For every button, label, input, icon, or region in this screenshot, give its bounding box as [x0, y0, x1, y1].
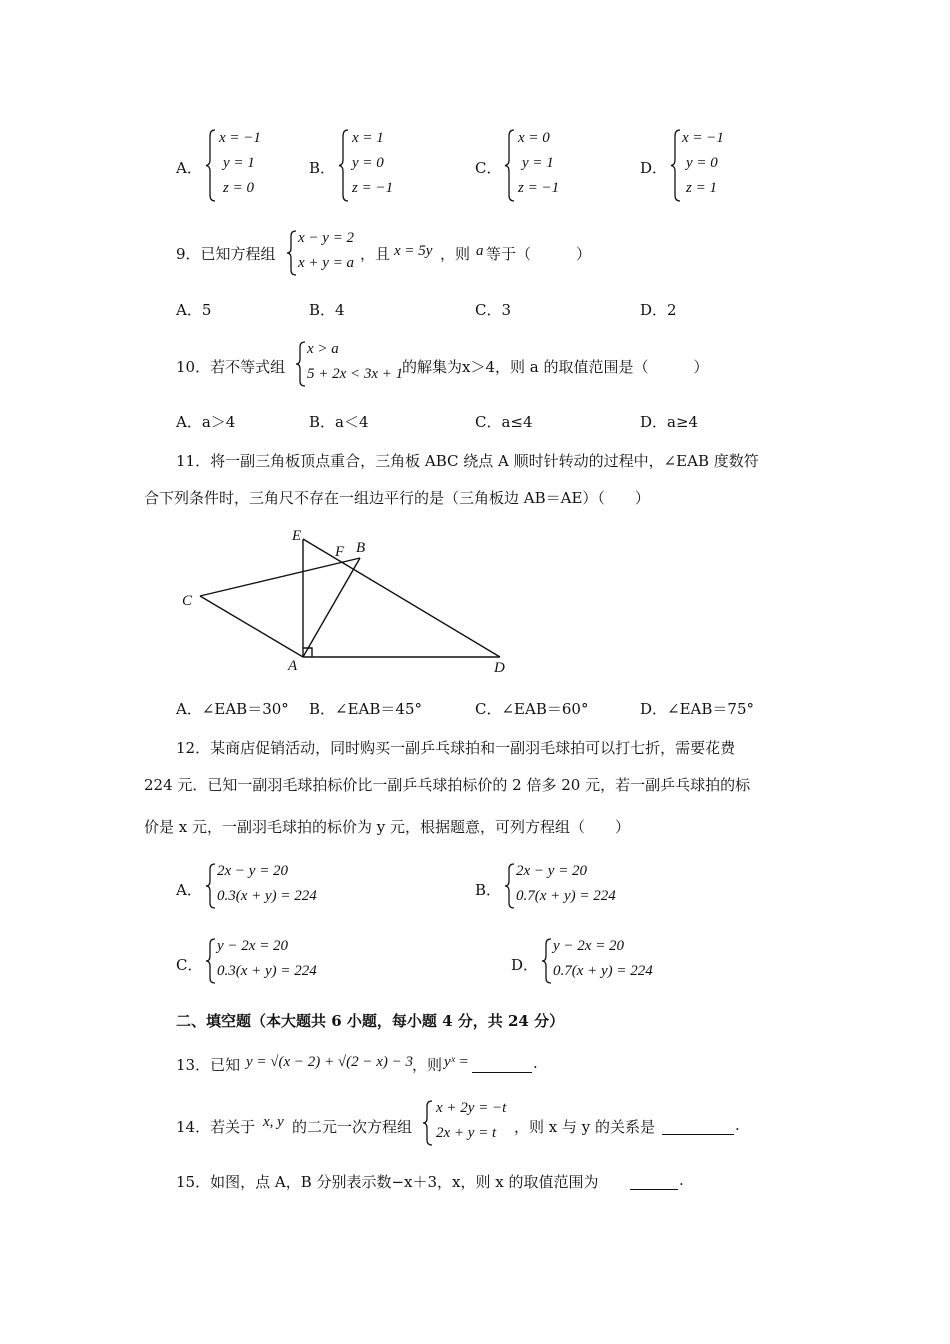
- q12-option-a-letter: A．: [176, 881, 202, 899]
- q12-option-c-letter: C．: [176, 956, 203, 974]
- q8-a-line2: y = 1: [223, 155, 255, 171]
- q11-line1: 11．将一副三角板顶点重合，三角板 ABC 绕点 A 顺时针转动的过程中，∠EAB 度数符: [176, 452, 759, 470]
- q12-option-a-system: [205, 862, 345, 910]
- label-f: F: [335, 544, 345, 560]
- q12-line1: 12．某商店促销活动，同时购买一副乒乓球拍和一副羽毛球拍可以打七折，需要花费: [176, 739, 736, 757]
- q10-suffix: 的解集为x＞4，则 a 的取值范围是（ ）: [402, 358, 709, 376]
- q12-a-line2: 0.3(x + y) = 224: [217, 888, 317, 904]
- q12-a-line1: 2x − y = 20: [217, 863, 289, 879]
- q12-b-line1: 2x − y = 20: [516, 863, 588, 879]
- q8-option-a-system: [205, 128, 285, 203]
- q8-b-line3: z = −1: [352, 180, 394, 196]
- q10-line2: 5 + 2x < 3x + 1: [307, 366, 404, 382]
- q14-suffix: ，则 x 与 y 的关系是: [514, 1118, 656, 1136]
- q13-mid: ，则: [412, 1056, 443, 1074]
- q10-system: [295, 340, 405, 388]
- q14-answer-blank[interactable]: [662, 1120, 734, 1135]
- label-c: C: [182, 593, 193, 609]
- q9-condition: x = 5y: [394, 243, 433, 259]
- q9-prefix: 9．已知方程组: [176, 245, 276, 263]
- q9-option-d: D．2: [640, 301, 677, 319]
- q11-triangle-figure: [170, 520, 520, 680]
- q10-option-d: D．a≥4: [640, 413, 699, 431]
- brace-icon: [504, 128, 516, 203]
- q12-b-line2: 0.7(x + y) = 224: [516, 888, 616, 904]
- q8-a-line3: z = 0: [223, 180, 254, 196]
- q8-b-line1: x = 1: [352, 130, 384, 146]
- q10-option-c: C．a≤4: [475, 413, 533, 431]
- q15-text: 15．如图，点 A，B 分别表示数−x＋3，x，则 x 的取值范围为: [176, 1173, 599, 1191]
- q8-c-line3: z = −1: [518, 180, 560, 196]
- q12-c-line1: y − 2x = 20: [217, 938, 289, 954]
- brace-icon: [338, 128, 350, 203]
- q11-option-d: D．∠EAB＝75°: [640, 700, 754, 718]
- q8-b-line2: y = 0: [352, 155, 384, 171]
- segment-ab: [303, 558, 360, 657]
- q12-option-d-letter: D．: [511, 956, 539, 974]
- brace-icon: [295, 340, 307, 388]
- brace-icon: [205, 862, 217, 910]
- segment-ca: [200, 596, 303, 657]
- q14-vars: x, y: [263, 1114, 284, 1130]
- q12-d-line2: 0.7(x + y) = 224: [553, 963, 653, 979]
- q9-option-b: B．4: [309, 301, 345, 319]
- section-2-title: 二、填空题（本大题共 6 小题，每小题 4 分，共 24 分）: [176, 1012, 565, 1030]
- q12-option-d-system: [541, 937, 681, 985]
- q11-option-a: A．∠EAB＝30°: [176, 700, 289, 718]
- q13-prefix: 13．已知: [176, 1056, 241, 1074]
- q14-line2: 2x + y = t: [436, 1125, 497, 1141]
- q13-expression: y = √(x − 2) + √(2 − x) − 3: [246, 1054, 414, 1070]
- q9-option-c: C．3: [475, 301, 512, 319]
- q12-line3: 价是 x 元，一副羽毛球拍的标价为 y 元，根据题意，可列方程组（ ）: [144, 818, 631, 836]
- q14-mid: 的二元一次方程组: [292, 1118, 413, 1136]
- q11-line2: 合下列条件时，三角尺不存在一组边平行的是（三角板边 AB＝AE）（ ）: [144, 489, 650, 507]
- q9-suffix1: ，且: [360, 245, 391, 263]
- q8-option-a-letter: A．: [176, 159, 202, 177]
- q12-option-c-system: [205, 937, 345, 985]
- q14-prefix: 14．若关于: [176, 1118, 256, 1136]
- q8-option-d-letter: D．: [640, 159, 668, 177]
- q9-option-a: A．5: [176, 301, 212, 319]
- q9-var: a: [476, 243, 484, 259]
- brace-icon: [541, 937, 553, 985]
- label-a: A: [288, 658, 298, 674]
- q8-option-d-system: [670, 128, 750, 203]
- q11-option-c: C．∠EAB＝60°: [475, 700, 589, 718]
- q15-answer-blank[interactable]: [630, 1175, 678, 1190]
- q9-suffix3: 等于（ ）: [486, 245, 592, 263]
- segment-ed: [303, 539, 500, 657]
- brace-icon: [504, 862, 516, 910]
- label-d: D: [494, 660, 505, 676]
- q14-line1: x + 2y = −t: [436, 1100, 507, 1116]
- brace-icon: [205, 128, 217, 203]
- q8-d-line3: z = 1: [686, 180, 717, 196]
- q9-suffix2: ，则: [440, 245, 471, 263]
- q12-line2: 224 元．已知一副羽毛球拍标价比一副乒乓球拍标价的 2 倍多 20 元，若一副乒乓球拍的标: [144, 776, 751, 794]
- q8-c-line1: x = 0: [518, 130, 550, 146]
- q13-answer-blank[interactable]: [472, 1058, 532, 1073]
- q10-prefix: 10．若不等式组: [176, 358, 286, 376]
- q12-option-b-system: [504, 862, 644, 910]
- q13-power: yˣ =: [444, 1054, 469, 1070]
- q8-a-line1: x = −1: [219, 130, 261, 146]
- q12-option-b-letter: B．: [475, 881, 502, 899]
- brace-icon: [422, 1099, 434, 1147]
- q8-option-b-letter: B．: [309, 159, 336, 177]
- q10-option-a: A．a＞4: [176, 413, 236, 431]
- q8-d-line2: y = 0: [686, 155, 718, 171]
- q12-d-line1: y − 2x = 20: [553, 938, 625, 954]
- label-e: E: [292, 528, 302, 544]
- q15-end: .: [679, 1171, 684, 1189]
- q8-d-line1: x = −1: [682, 130, 724, 146]
- q13-end: .: [533, 1054, 538, 1072]
- q8-option-b-system: [338, 128, 418, 203]
- q9-line1: x − y = 2: [298, 230, 355, 246]
- q10-option-b: B．a＜4: [309, 413, 369, 431]
- q8-c-line2: y = 1: [522, 155, 554, 171]
- label-b: B: [356, 540, 366, 556]
- q8-option-c-letter: C．: [475, 159, 502, 177]
- q12-c-line2: 0.3(x + y) = 224: [217, 963, 317, 979]
- q8-option-c-system: [504, 128, 584, 203]
- brace-icon: [286, 229, 298, 277]
- q9-line2: x + y = a: [298, 255, 355, 271]
- brace-icon: [670, 128, 682, 203]
- q11-option-b: B．∠EAB＝45°: [309, 700, 422, 718]
- q14-end: .: [735, 1116, 740, 1134]
- segment-cb: [200, 558, 360, 596]
- q10-line1: x > a: [307, 341, 339, 357]
- brace-icon: [205, 937, 217, 985]
